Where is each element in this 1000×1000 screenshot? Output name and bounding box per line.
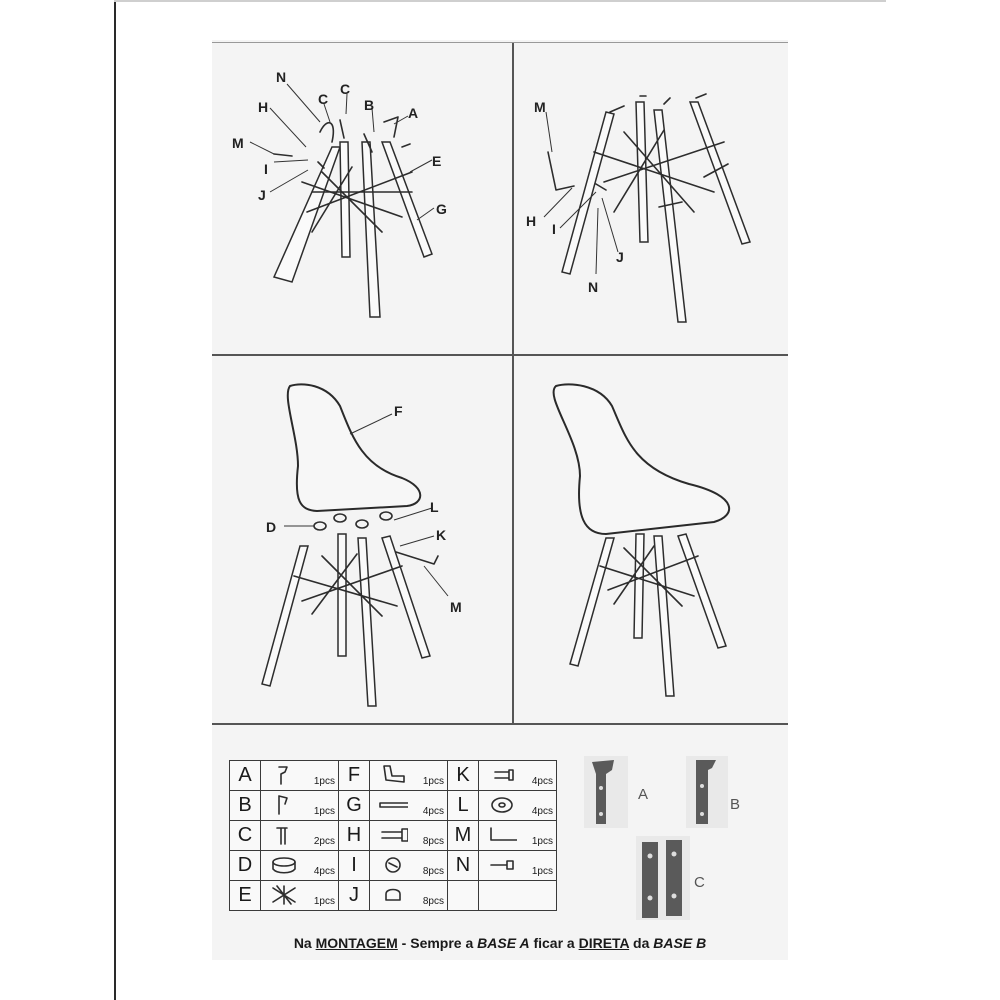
table-row (230, 851, 557, 881)
bracket-b-icon (686, 756, 728, 828)
part-letter: K (448, 761, 479, 791)
part-cell (261, 851, 339, 881)
note-text: da (629, 935, 654, 951)
grid-divider-horizontal-bottom (212, 723, 788, 725)
bracket-photo-a (584, 756, 628, 828)
bolt-icon (378, 824, 408, 846)
flat-washer-icon (487, 794, 517, 816)
wooden-leg-icon (570, 534, 726, 696)
table-row (230, 881, 557, 911)
callout-label: H (258, 99, 269, 115)
note-emphasis: BASE B (653, 935, 707, 951)
page-edge (114, 0, 116, 1000)
table-row (230, 821, 557, 851)
parts-list-table (229, 760, 557, 911)
part-qty: 2pcs (313, 836, 335, 847)
part-letter: N (448, 851, 479, 881)
rubber-pad-icon (269, 854, 299, 876)
part-letter: E (230, 881, 261, 911)
callout-label: H (526, 213, 537, 229)
part-qty: 4pcs (422, 806, 444, 817)
part-letter: G (339, 791, 370, 821)
callout-label: J (616, 249, 624, 265)
part-letter: C (230, 821, 261, 851)
part-cell (370, 881, 448, 911)
callout-label: J (258, 187, 266, 203)
bracket-a-icon (269, 764, 299, 786)
bracket-photo-c (636, 836, 690, 920)
part-qty: 1pcs (313, 806, 335, 817)
part-letter: J (339, 881, 370, 911)
wire-cross-frame-icon (294, 554, 402, 616)
callout-label: B (364, 97, 375, 113)
part-letter: D (230, 851, 261, 881)
callout-label: C (318, 91, 329, 107)
part-qty: 8pcs (422, 896, 444, 907)
part-cell (479, 761, 557, 791)
table-row (230, 761, 557, 791)
callout-label: E (432, 153, 442, 169)
part-cell (479, 881, 557, 911)
callout-label: I (264, 161, 268, 177)
wire-cross-frame-icon (600, 546, 698, 606)
part-letter: L (448, 791, 479, 821)
step1-base-exploded-diagram (212, 42, 512, 354)
spring-washer-icon (378, 854, 408, 876)
part-qty: 8pcs (422, 836, 444, 847)
wooden-leg-icon (274, 142, 432, 317)
table-row (230, 791, 557, 821)
part-cell (479, 851, 557, 881)
callout-label: C (340, 81, 351, 97)
part-qty: 4pcs (531, 776, 553, 787)
part-cell (261, 761, 339, 791)
part-cell (370, 821, 448, 851)
part-cell (479, 821, 557, 851)
step3-seat-attach-diagram (212, 356, 512, 722)
note-emphasis: DIRETA (578, 935, 630, 951)
part-qty: 1pcs (313, 776, 335, 787)
wooden-leg-icon (378, 794, 408, 816)
wooden-leg-icon (262, 534, 430, 706)
note-text: ficar a (529, 935, 579, 951)
seat-shell-icon (378, 764, 408, 786)
callout-label: D (266, 519, 277, 535)
screw-icon (487, 764, 517, 786)
part-letter: H (339, 821, 370, 851)
part-qty: 1pcs (531, 866, 553, 877)
note-emphasis: BASE A (477, 935, 530, 951)
callout-label: G (436, 201, 447, 217)
part-cell (261, 791, 339, 821)
callout-label: M (232, 135, 244, 151)
part-qty: 1pcs (531, 836, 553, 847)
part-letter: B (230, 791, 261, 821)
step4-finished-chair-diagram (514, 356, 788, 722)
part-cell (261, 821, 339, 851)
callout-label: M (450, 599, 462, 615)
rubber-pad-icon (314, 512, 392, 530)
callout-label: M (534, 99, 546, 115)
photo-label: B (730, 796, 741, 813)
callout-label: N (276, 69, 287, 85)
part-qty: 1pcs (313, 896, 335, 907)
callout-label: N (588, 279, 599, 295)
note-emphasis: MONTAGEM (315, 935, 398, 951)
note-text: - Sempre a (397, 935, 478, 951)
photo-label: A (638, 786, 649, 803)
step2-base-assembly-diagram (514, 42, 788, 354)
cap-nut-icon (378, 884, 408, 906)
allen-key-icon (487, 824, 517, 846)
page-edge-top (114, 0, 886, 2)
part-qty: 8pcs (422, 866, 444, 877)
bracket-a-icon (584, 756, 628, 828)
callout-label: F (394, 403, 403, 419)
part-letter: F (339, 761, 370, 791)
bracket-photo-b (686, 756, 728, 828)
part-cell (370, 761, 448, 791)
note-text: Na (293, 935, 316, 951)
part-cell (261, 881, 339, 911)
allen-key-icon (548, 152, 574, 190)
part-cell (370, 851, 448, 881)
bracket-c-icon (269, 824, 299, 846)
callout-label: I (552, 221, 556, 237)
part-letter: A (230, 761, 261, 791)
part-cell (479, 791, 557, 821)
wrench-icon (487, 854, 517, 876)
part-qty: 4pcs (313, 866, 335, 877)
part-qty: 4pcs (531, 806, 553, 817)
assembly-note (212, 935, 788, 951)
part-qty: 1pcs (422, 776, 444, 787)
bracket-c-icon (636, 836, 690, 920)
allen-key-icon (396, 552, 438, 564)
part-cell (370, 791, 448, 821)
part-letter: M (448, 821, 479, 851)
part-letter: I (339, 851, 370, 881)
bracket-b-icon (269, 794, 299, 816)
callout-label: L (430, 499, 439, 515)
seat-shell-icon (554, 384, 730, 534)
photo-label: C (694, 874, 705, 891)
wire-cross-frame-icon (269, 884, 299, 906)
callout-label: K (436, 527, 447, 543)
callout-label: A (408, 105, 419, 121)
part-letter (448, 881, 479, 911)
